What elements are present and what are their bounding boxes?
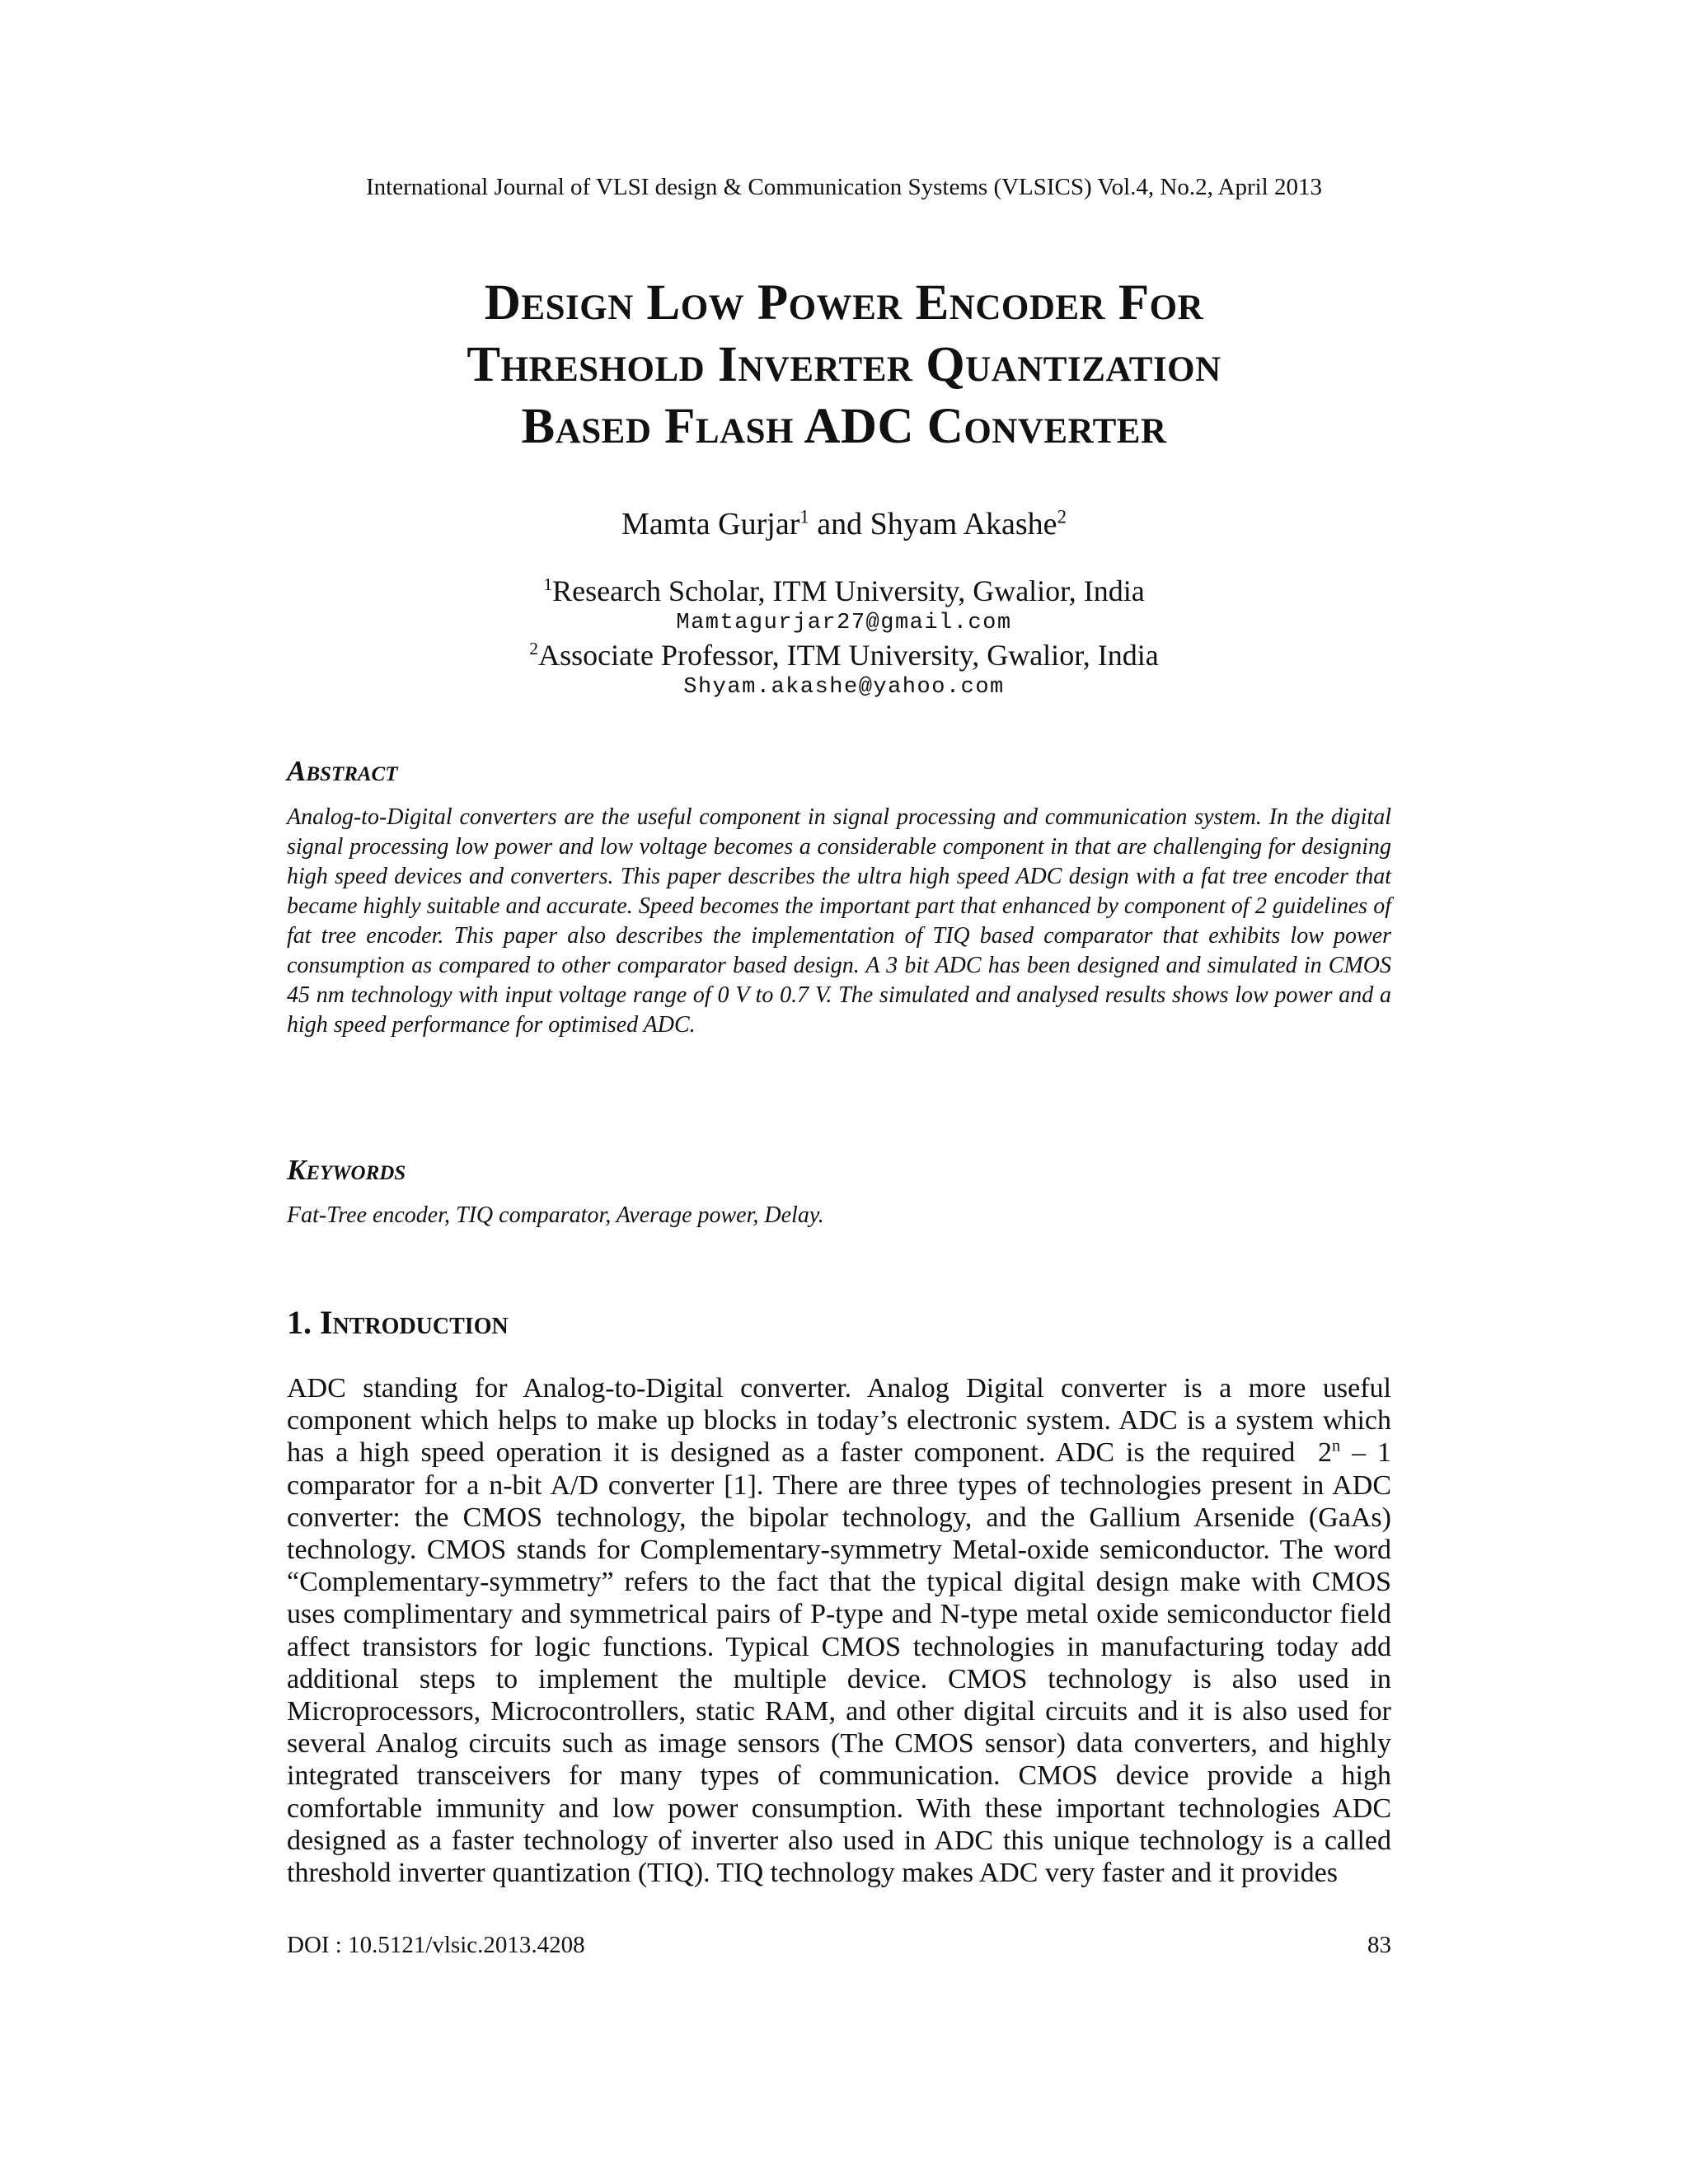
intro-text-part-1: ADC standing for Analog-to-Digital converter. Analog Digital converter is a more useful component which helps to make up blocks in today’s electronic system. ADC is a system which has a high speed operation it is designed as a faster component. ADC is the required xyxy=(287,1373,1391,1469)
author-conjunction: and xyxy=(817,507,863,541)
author-line xyxy=(0,504,1688,544)
journal-header: International Journal of VLSI design & Communication Systems (VLSICS) Vol.4, No.2, April 2013 xyxy=(366,174,1322,200)
introduction-paragraph xyxy=(287,1372,1391,1889)
author-1-name: Mamta Gurjar xyxy=(621,507,800,541)
formula-rest: – 1 xyxy=(1352,1437,1392,1469)
affiliation-1-email[interactable]: Mamtagurjar27@gmail.com xyxy=(676,611,1012,635)
keywords-text: Fat-Tree encoder, TIQ comparator, Average power, Delay. xyxy=(287,1202,824,1228)
author-1-affil-marker: 1 xyxy=(799,506,809,527)
affiliation-2-marker: 2 xyxy=(529,639,539,658)
doi-label: DOI : 10.5121/vlsic.2013.4208 xyxy=(287,1932,585,1958)
page-number: 83 xyxy=(1367,1932,1391,1958)
affiliation-1-marker: 1 xyxy=(543,574,553,594)
affiliation-1 xyxy=(0,573,1688,609)
abstract-heading: Abstract xyxy=(287,755,398,787)
introduction-heading xyxy=(287,1304,509,1342)
section-title: Introduction xyxy=(320,1304,509,1341)
affiliation-2-text: Associate Professor, ITM University, Gwalior, India xyxy=(538,639,1159,672)
affiliation-2-email[interactable]: Shyam.akashe@yahoo.com xyxy=(683,675,1005,700)
title-line-2: Threshold Inverter Quantization xyxy=(467,337,1221,392)
abstract-text: Analog-to-Digital converters are the useful component in signal processing and communication system. In the digital signal processing low power and low voltage becomes a considerable component in that are challenging for designing high speed devices and converters. This paper describes the ultra high speed ADC design with a fat tree encoder that became highly suitable and accurate. Speed becomes the important part that enhanced by component of 2 guidelines of fat tree encoder. This paper also describes the implementation of TIQ based comparator that exhibits low power consumption as compared to other comparator based design. A 3 bit ADC has been designed and simulated in CMOS 45 nm technology with input voltage range of 0 V to 0.7 V. The simulated and analysed results shows low power and a high speed performance for optimised ADC. xyxy=(287,804,1391,1038)
formula-comparator-count xyxy=(1318,1437,1391,1468)
affiliations xyxy=(0,573,1688,701)
page-footer xyxy=(287,1930,1391,1960)
section-number: 1. xyxy=(287,1304,312,1341)
author-2-name: Shyam Akashe xyxy=(870,507,1057,541)
title-line-1: Design Low Power Encoder For xyxy=(484,275,1204,330)
author-2-affil-marker: 2 xyxy=(1057,506,1067,527)
paper-title xyxy=(0,272,1688,457)
intro-text-part-2: comparator for a n-bit A/D converter [1]. There are three types of technologies present in ADC converter: the CMOS technology, the bipolar technology, and the Gallium Arsenide (GaAs) technology. CMOS stands for Complementary-symmetry Metal-oxide semiconductor. The word “Complementary-symmetry” refers to the fact that the typical digital design make with CMOS uses complimentary and symmetrical pairs of P-type and N-type metal oxide semiconductor field affect transistors for logic functions. Typical CMOS technologies in manufacturing today add additional steps to implement the multiple device. CMOS technology is also used in Microprocessors, Microcontrollers, static RAM, and other digital circuits and it is also used for several Analog circuits such as image sensors (The CMOS sensor) data converters, and highly integrated transceivers for many types of communication. CMOS device provide a high comfortable immunity and low power consumption. With these important technologies ADC designed as a faster technology of inverter also used in ADC this unique technology is a called threshold inverter quantization (TIQ). TIQ technology makes ADC very faster and it provides xyxy=(287,1469,1391,1889)
keywords-heading: Keywords xyxy=(287,1154,406,1186)
formula-exponent: n xyxy=(1332,1437,1341,1456)
formula-base: 2 xyxy=(1318,1437,1333,1469)
affiliation-2 xyxy=(0,637,1688,673)
title-line-3: Based Flash ADC Converter xyxy=(521,399,1167,454)
affiliation-1-text: Research Scholar, ITM University, Gwalior, India xyxy=(552,574,1145,607)
